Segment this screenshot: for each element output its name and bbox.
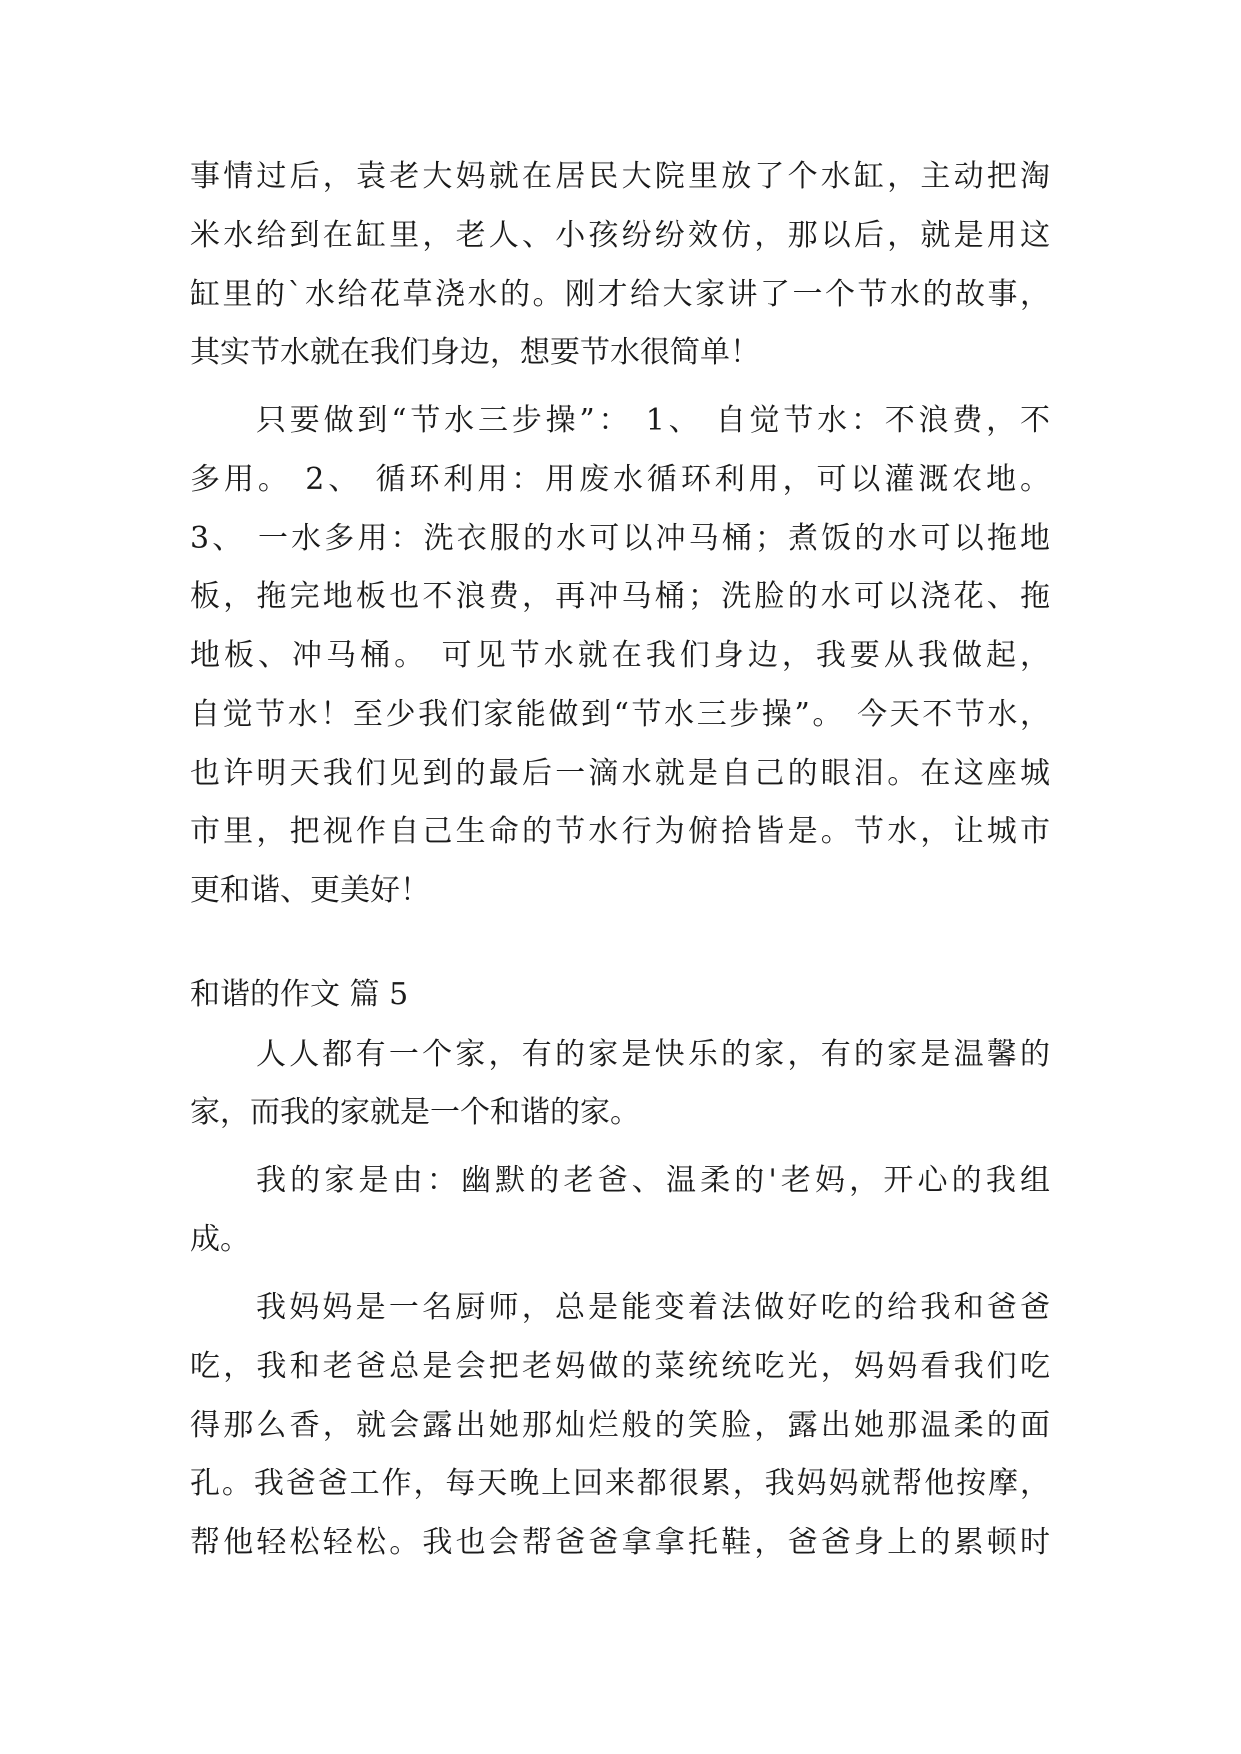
text-line: 吃，我和老爸总是会把老妈做的菜统统吃光，妈妈看我们吃 [190, 1349, 1050, 1384]
text-line: 成。 [190, 1222, 250, 1257]
text-line: 地板、冲马桶。 可见节水就在我们身边，我要从我做起， [190, 638, 1050, 673]
text-line: 帮他轻松轻松。我也会帮爸爸拿拿托鞋，爸爸身上的累顿时 [190, 1525, 1050, 1560]
text-line: 多用。 2、 循环利用：用废水循环利用，可以灌溉农地。 [190, 462, 1050, 497]
text-line: 人人都有一个家，有的家是快乐的家，有的家是温馨的 [256, 1037, 1050, 1072]
text-line: 只要做到“节水三步操”： 1、 自觉节水：不浪费，不 [256, 403, 1050, 438]
text-line: 得那么香，就会露出她那灿烂般的笑脸，露出她那温柔的面 [190, 1408, 1050, 1443]
text-line: 家，而我的家就是一个和谐的家。 [190, 1095, 640, 1130]
text-line: 也许明天我们见到的最后一滴水就是自己的眼泪。在这座城 [190, 756, 1050, 791]
text-line: 更和谐、更美好！ [190, 873, 430, 908]
text-line: 孔。我爸爸工作，每天晚上回来都很累，我妈妈就帮他按摩， [190, 1466, 1050, 1501]
text-line: 我的家是由：幽默的老爸、温柔的'老妈，开心的我组 [256, 1163, 1050, 1198]
text-line: 米水给到在缸里，老人、小孩纷纷效仿，那以后，就是用这 [190, 218, 1050, 253]
section-heading: 和谐的作文 篇 5 [190, 977, 409, 1012]
text-line: 缸里的`水给花草浇水的。刚才给大家讲了一个节水的故事， [190, 277, 1050, 312]
text-line: 板，拖完地板也不浪费，再冲马桶；洗脸的水可以浇花、拖 [190, 579, 1050, 614]
text-line: 事情过后，袁老大妈就在居民大院里放了个水缸，主动把淘 [190, 159, 1050, 194]
text-line: 3、 一水多用：洗衣服的水可以冲马桶；煮饭的水可以拖地 [190, 521, 1050, 556]
text-line: 其实节水就在我们身边，想要节水很简单！ [190, 335, 760, 370]
text-line: 我妈妈是一名厨师，总是能变着法做好吃的给我和爸爸 [256, 1290, 1050, 1325]
text-line: 市里，把视作自己生命的节水行为俯拾皆是。节水，让城市 [190, 814, 1050, 849]
text-line: 自觉节水！至少我们家能做到“节水三步操”。 今天不节水， [190, 697, 1050, 732]
